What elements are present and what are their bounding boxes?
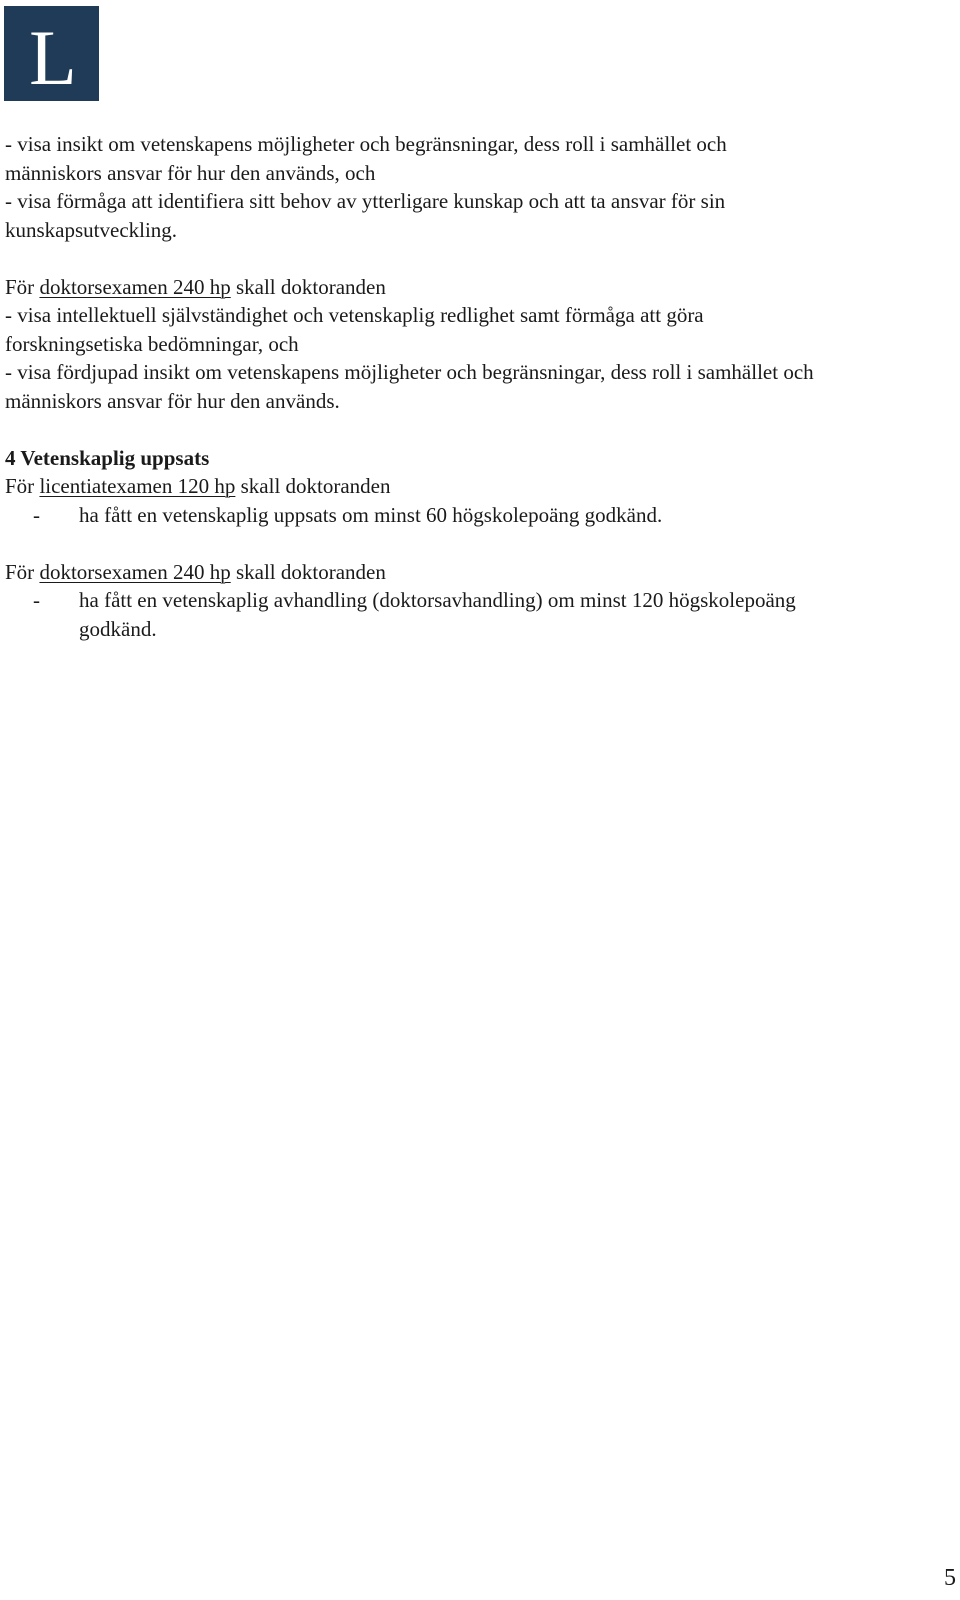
- doktorsexamen-link[interactable]: doktorsexamen 240 hp: [39, 559, 231, 584]
- list-item: [5, 586, 955, 643]
- intro-prefix: För: [5, 474, 35, 498]
- text-line: människors ansvar för hur den används.: [5, 388, 340, 413]
- dash-bullet: -: [33, 588, 40, 612]
- text-line: - visa fördjupad insikt om vetenskapens möjligheter och begränsningar, dess roll i samhället och: [5, 360, 814, 384]
- text-line: människors ansvar för hur den används, och: [5, 160, 376, 185]
- list-item-text-line: ha fått en vetenskaplig avhandling (doktorsavhandling) om minst 120 högskolepoäng: [79, 588, 796, 612]
- intro-suffix: skall doktoranden: [235, 559, 386, 584]
- paragraph-gap: [5, 529, 955, 558]
- list-item-text: ha fått en vetenskaplig uppsats om minst 60 högskolepoäng godkänd.: [79, 502, 663, 527]
- paragraph-intro: [5, 472, 955, 501]
- svg-text:L: L: [29, 14, 77, 101]
- intro-suffix: skall doktoranden: [235, 274, 386, 299]
- list-item: [5, 501, 955, 530]
- text-line: forskningsetiska bedömningar, och: [5, 331, 299, 356]
- list-item-text-line: godkänd.: [79, 616, 157, 641]
- page-number: 5: [944, 1565, 956, 1591]
- intro-suffix: skall doktoranden: [240, 474, 391, 498]
- paragraph-intro: [5, 273, 955, 302]
- document-body: [5, 130, 955, 643]
- text-line: - visa förmåga att identifiera sitt behov av ytterligare kunskap och att ta ansvar för sin: [5, 189, 726, 213]
- text-line: - visa insikt om vetenskapens möjligheter och begränsningar, dess roll i samhället och: [5, 132, 727, 156]
- paragraph-gap: [5, 244, 955, 273]
- section-heading: 4 Vetenskaplig uppsats: [5, 445, 210, 470]
- text-line: - visa intellektuell självständighet och vetenskaplig redlighet samt förmåga att göra: [5, 303, 704, 327]
- dash-bullet: -: [33, 502, 40, 527]
- paragraph-intro: [5, 558, 955, 587]
- doktorsexamen-link[interactable]: doktorsexamen 240 hp: [39, 274, 231, 299]
- intro-prefix: För: [5, 274, 35, 299]
- text-line: kunskapsutveckling.: [5, 217, 178, 242]
- logo-letter-l-icon: [4, 6, 99, 101]
- university-logo: [4, 6, 99, 101]
- list-item-text: [79, 586, 955, 643]
- licentiatexamen-link[interactable]: licentiatexamen 120 hp: [39, 474, 236, 498]
- intro-prefix: För: [5, 559, 35, 584]
- paragraph-gap: [5, 415, 955, 444]
